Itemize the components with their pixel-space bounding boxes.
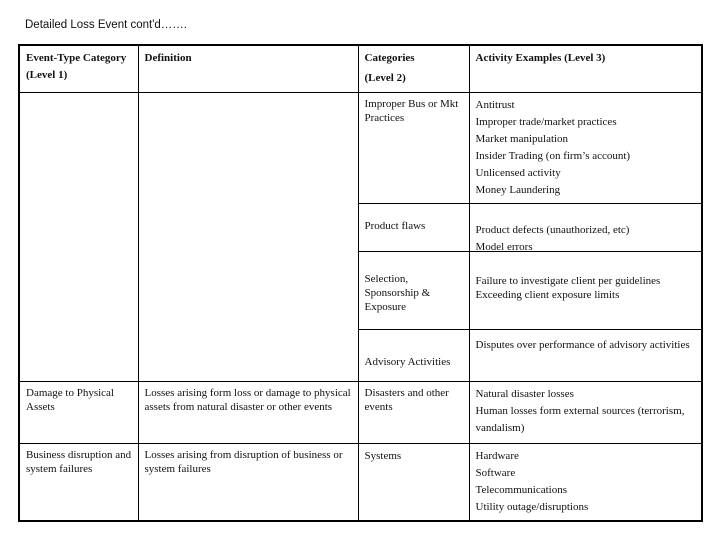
loss-event-table: [18, 44, 703, 522]
example: Telecommunications: [475, 483, 567, 496]
page-title: Detailed Loss Event cont'd…….: [25, 19, 187, 31]
category-cell: Advisory Activities: [358, 329, 469, 381]
examples-cell: Disputes over performance of advisory activities: [469, 329, 702, 381]
example: Money Laundering: [475, 183, 561, 196]
example: Natural disaster losses: [475, 387, 574, 400]
definition-cell: Losses arising form loss or damage to physical assets from natural disaster or other events: [138, 381, 358, 443]
example: Exceeding client exposure limits: [475, 288, 620, 301]
header-activity-examples: Activity Examples (Level 3): [469, 45, 702, 92]
category-cell: Product flaws: [358, 203, 469, 251]
example: Product defects (unauthorized, etc): [475, 223, 630, 236]
category-cell: Disasters and other events: [358, 381, 469, 443]
event-type-cell: Damage to Physical Assets: [19, 381, 138, 443]
examples-cell: [469, 251, 702, 329]
example: Failure to investigate client per guidelines: [475, 274, 661, 287]
example: Utility outage/disruptions: [475, 500, 589, 513]
header-categories-line2: (Level 2): [364, 72, 406, 84]
example: Improper trade/market practices: [475, 115, 617, 128]
definition-cell: Losses arising from disruption of business or system failures: [138, 443, 358, 521]
table-row: [19, 381, 702, 443]
examples-cell: [469, 203, 702, 251]
event-type-cell: Business disruption and system failures: [19, 443, 138, 521]
event-type-cell-empty: [19, 92, 138, 381]
table-row: [19, 443, 702, 521]
header-categories-line1: Categories: [364, 52, 415, 64]
examples-cell: [469, 443, 702, 521]
example: Market manipulation: [475, 132, 569, 145]
header-event-type: Event-Type Category (Level 1): [19, 45, 138, 92]
definition-cell-empty: [138, 92, 358, 381]
category-cell: Selection, Sponsorship & Exposure: [358, 251, 469, 329]
category-cell: Improper Bus or Mkt Practices: [358, 92, 469, 203]
header-categories: [358, 45, 469, 92]
example: Software: [475, 466, 516, 479]
example: Unlicensed activity: [475, 166, 561, 179]
example: Antitrust: [475, 98, 515, 111]
header-row: [19, 45, 702, 92]
category-cell: Systems: [358, 443, 469, 521]
example: Insider Trading (on firm’s account): [475, 149, 631, 162]
table-row: [19, 92, 702, 203]
examples-cell: [469, 381, 702, 443]
example: Human losses form external sources (terrorism, vandalism): [475, 404, 685, 434]
example: Model errors: [475, 240, 533, 250]
example: Hardware: [475, 449, 519, 462]
examples-cell: [469, 92, 702, 203]
header-definition: Definition: [138, 45, 358, 92]
